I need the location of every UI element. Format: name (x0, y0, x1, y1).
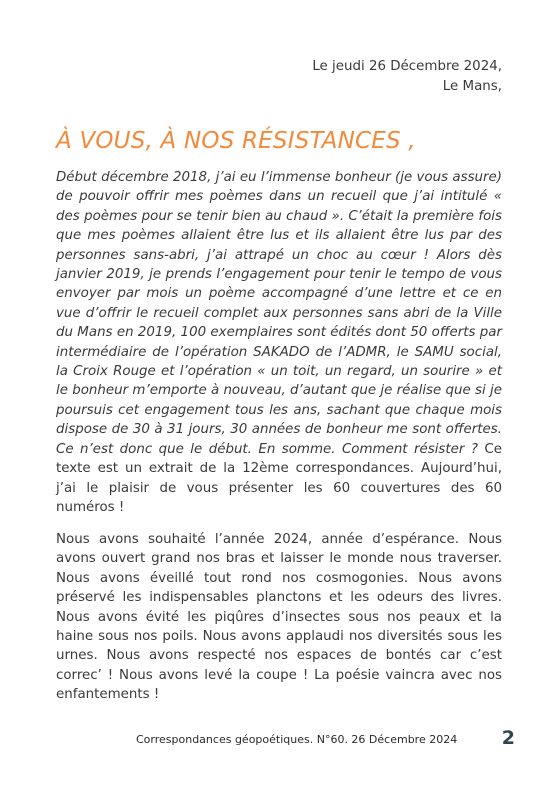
paragraph-intro (56, 168, 502, 517)
paragraph-intro-normal: Ce texte est un extrait de la 12ème correspondances. Aujourd’hui, j’ai le plaisir de vous présenter les 60 couvertures des 60 numéros ! (56, 441, 502, 515)
dateline (312, 57, 502, 97)
paragraph-intro-italic: Début décembre 2018, j’ai eu l’immense bonheur (je vous assure) de pouvoir offrir mes poèmes dans un recueil que j’ai intitulé « des poèmes pour se tenir bien au chaud ». C’était la première fois que mes poèmes allaient être lus et ils allaient être lus par des personnes sans-abri, j’ai attrapé un choc au cœur ! Alors dès janvier 2019, je prends l’engagement pour tenir le tempo de vous envoyer par mois un poème accompagné d’une lettre et ce en vue d’offrir le recueil complet aux personnes sans abri de la Ville du Mans en 2019, 100 exemplaires sont édités dont 50 offerts par intermédiaire de l’opération SAKADO de l’ADMR, le SAMU social, la Croix Rouge et l’opération « un toit, un regard, un sourire » et le bonheur m’emporte à nouveau, d’autant que je réalise que si je poursuis cet engagement tous les ans, sachant que chaque mois dispose de 30 à 31 jours, 30 années de bonheur me sont offertes. Ce n’est donc que le début. En somme. Comment résister ? (56, 170, 502, 457)
dateline-place: Le Mans, (442, 79, 502, 94)
page-number: 2 (501, 727, 515, 749)
dateline-date: Le jeudi 26 Décembre 2024, (312, 59, 502, 74)
paragraph-2024: Nous avons souhaité l’année 2024, année d’espérance. Nous avons ouvert grand nos bras et laisser le monde nous traverser. Nous avons éveillé tout rond nos cosmogonies. Nous avons préservé les indispensables planctons et les odeurs des livres. Nous avons évité les piqûres d’insectes sous nos peaux et la haine sous nos poils. Nous avons applaudi nos diversités sous les urnes. Nous avons respecté nos espaces de bontés car c’est correc’ ! Nous avons levé la coupe ! La poésie vaincra avec nos enfantements ! (56, 532, 502, 703)
footer-publication: Correspondances géopoétiques. N°60. 26 Décembre 2024 (136, 733, 458, 746)
letter-heading: À VOUS, À NOS RÉSISTANCES , (56, 128, 416, 154)
